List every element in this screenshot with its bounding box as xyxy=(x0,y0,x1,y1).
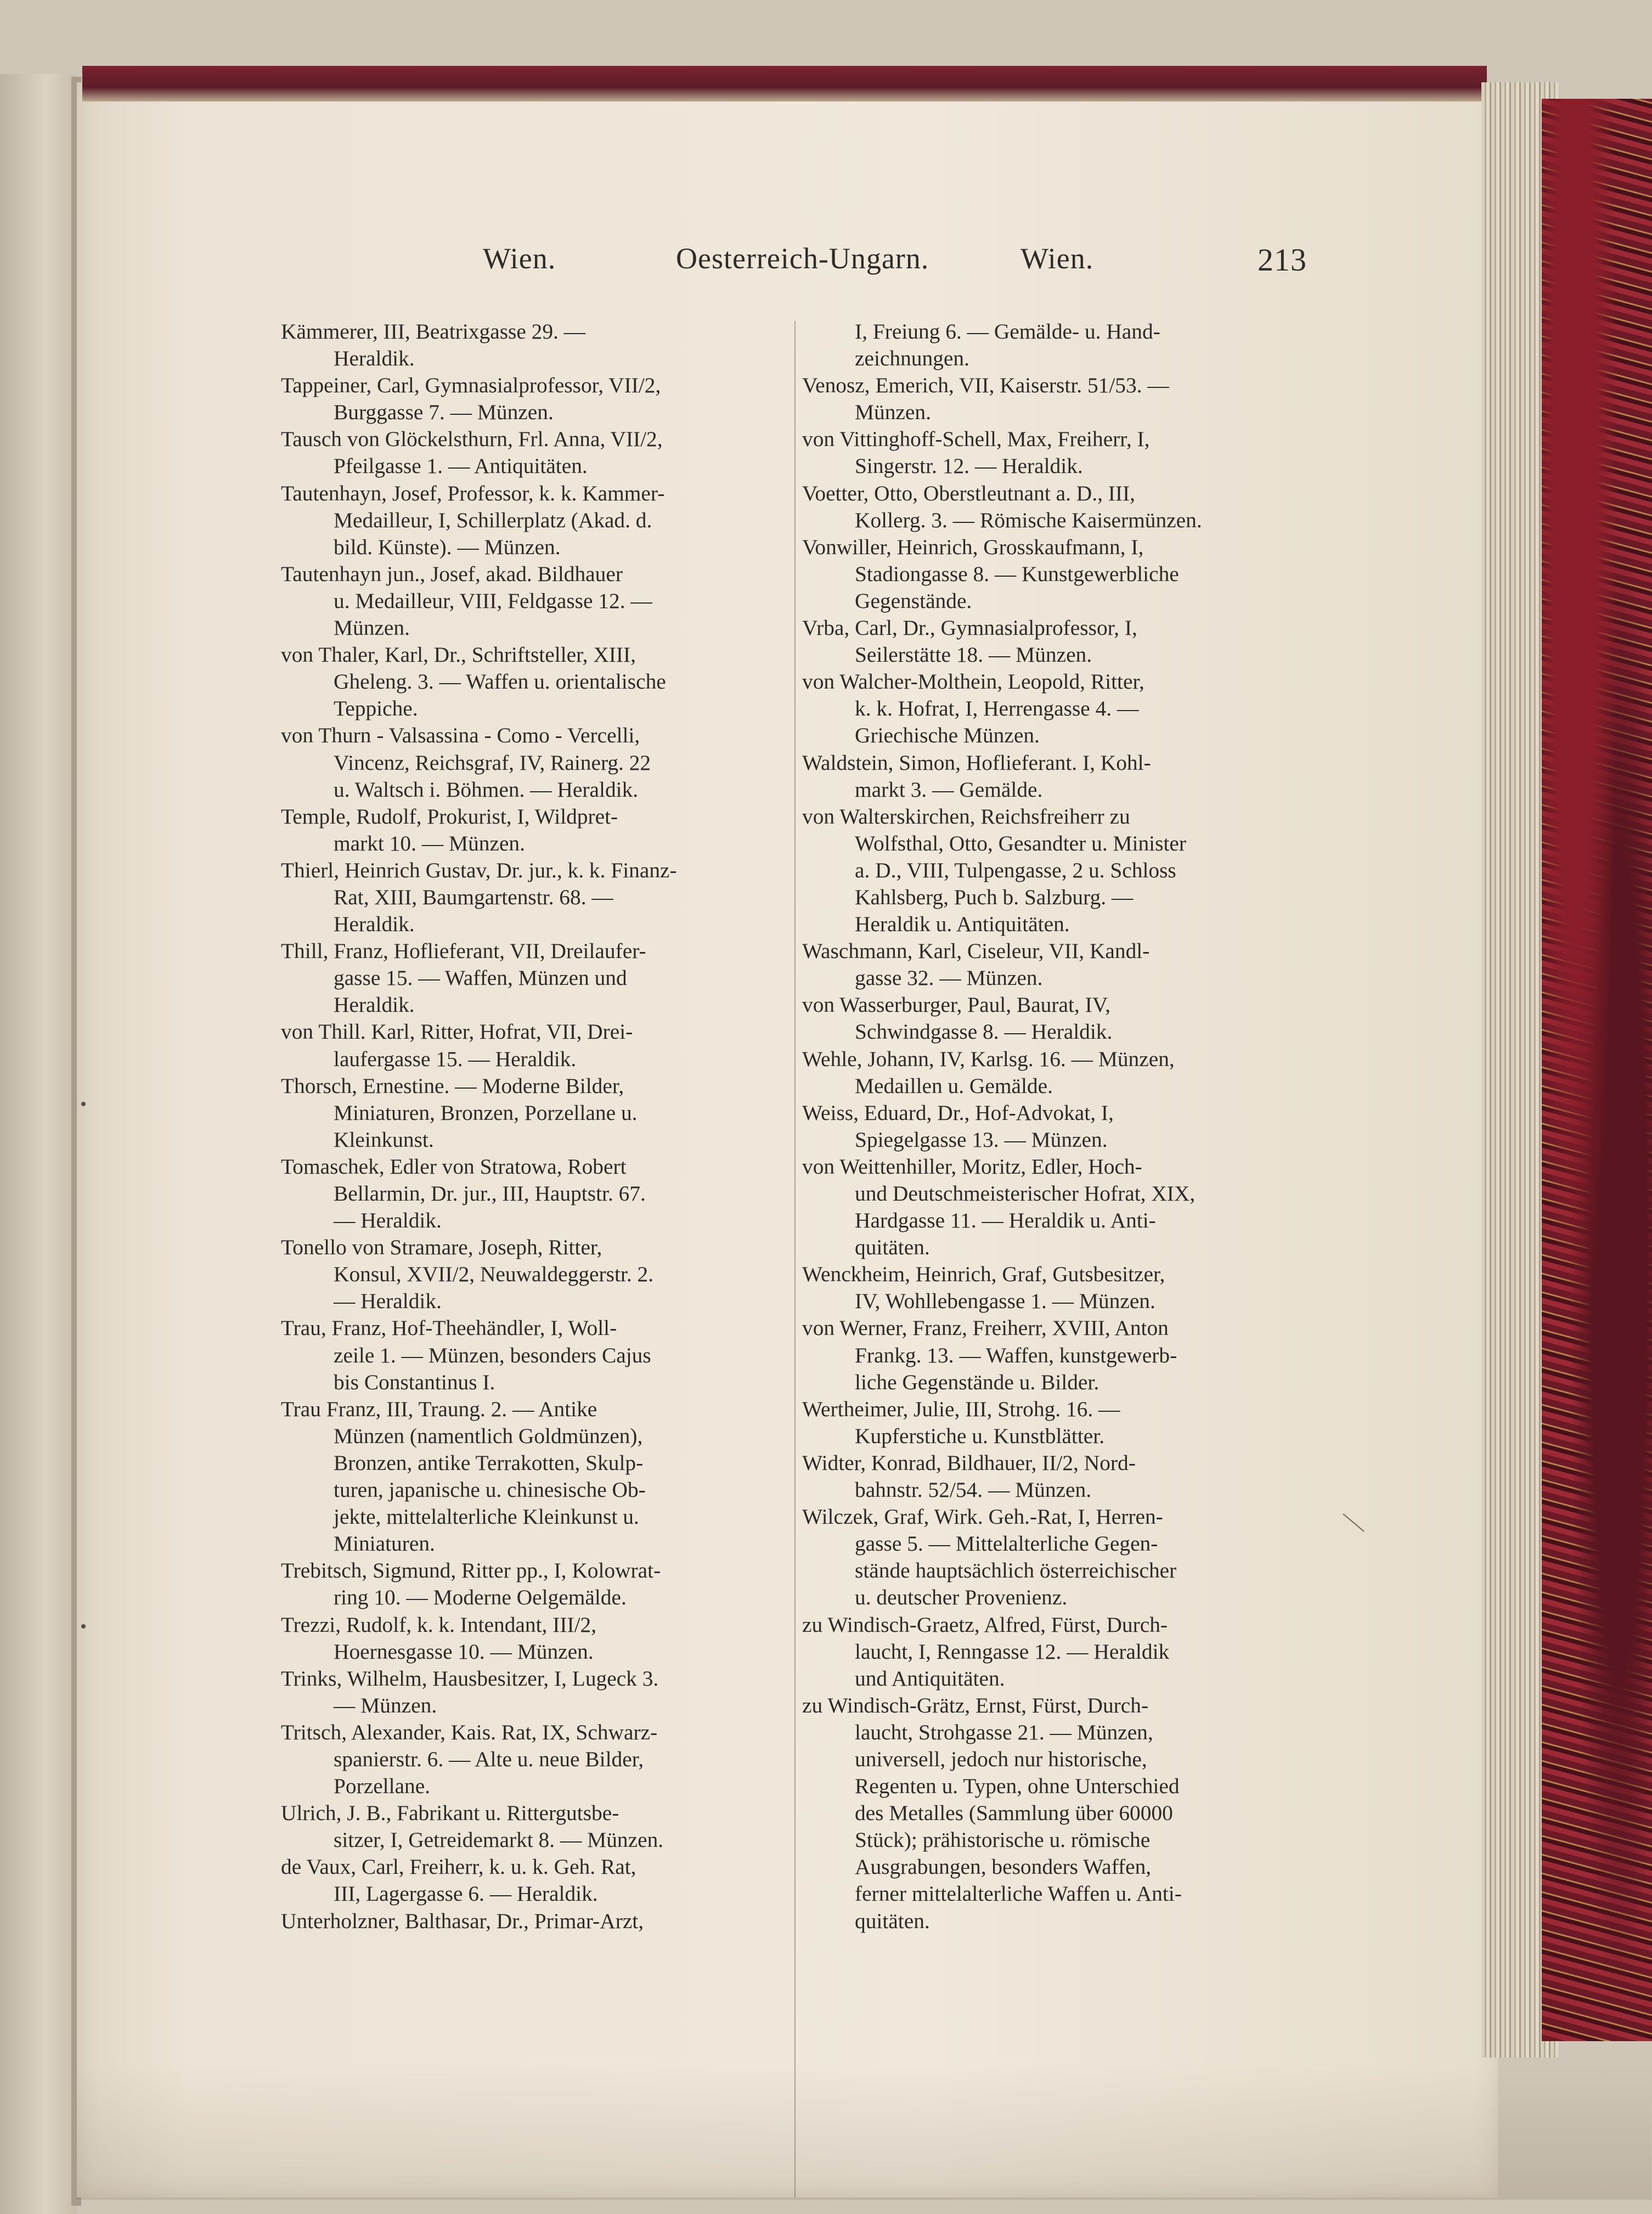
text-line: Trau Franz, III, Traung. 2. — Antike xyxy=(281,1396,597,1421)
text-line: u. Waltsch i. Böhmen. — Heraldik. xyxy=(334,777,639,802)
text-line: Medaillen u. Gemälde. xyxy=(855,1073,1053,1098)
text-line: Waldstein, Simon, Hoflieferant. I, Kohl- xyxy=(802,750,1151,775)
text-line: Münzen. xyxy=(855,400,931,425)
left-page-leaf xyxy=(0,74,77,2214)
text-line: zeichnungen. xyxy=(855,346,969,371)
text-line: Heraldik. xyxy=(334,346,415,371)
text-line: a. D., VIII, Tulpengasse, 2 u. Schloss xyxy=(855,858,1176,882)
text-line: Kollerg. 3. — Römische Kaisermünzen. xyxy=(855,508,1202,532)
text-line: laucht, Strohgasse 21. — Münzen, xyxy=(855,1720,1153,1744)
text-line: Vonwiller, Heinrich, Grosskaufmann, I, xyxy=(802,534,1144,559)
text-line: u. deutscher Provenienz. xyxy=(855,1585,1068,1610)
margin-dot xyxy=(81,1624,86,1629)
text-line: Wertheimer, Julie, III, Strohg. 16. — xyxy=(802,1396,1120,1421)
text-line: k. k. Hofrat, I, Herrengasse 4. — xyxy=(855,696,1139,721)
margin-dot xyxy=(81,1102,86,1106)
text-line: Trebitsch, Sigmund, Ritter pp., I, Kolowrat- xyxy=(281,1558,661,1583)
text-line: von Thill. Karl, Ritter, Hofrat, VII, Drei- xyxy=(281,1019,633,1044)
running-head-center: Oesterreich-Ungarn. xyxy=(676,242,929,275)
text-line: Wilczek, Graf, Wirk. Geh.-Rat, I, Herren- xyxy=(802,1505,1163,1529)
text-line: Thorsch, Ernestine. — Moderne Bilder, xyxy=(281,1073,624,1098)
text-line: Weiss, Eduard, Dr., Hof-Advokat, I, xyxy=(802,1100,1114,1125)
text-line: markt 10. — Münzen. xyxy=(334,831,525,855)
text-line: I, Freiung 6. — Gemälde- u. Hand- xyxy=(855,319,1160,343)
text-line: markt 3. — Gemälde. xyxy=(855,777,1043,802)
text-line: Wehle, Johann, IV, Karlsg. 16. — Münzen, xyxy=(802,1046,1175,1071)
text-line: sitzer, I, Getreidemarkt 8. — Münzen. xyxy=(334,1828,664,1852)
text-line: ring 10. — Moderne Oelgemälde. xyxy=(334,1585,627,1610)
text-line: und Deutschmeisterischer Hofrat, XIX, xyxy=(855,1181,1196,1205)
text-line: Pfeilgasse 1. — Antiquitäten. xyxy=(334,454,588,478)
text-line: Medailleur, I, Schillerplatz (Akad. d. xyxy=(334,508,652,532)
text-line: ferner mittelalterliche Waffen u. Anti- xyxy=(855,1881,1182,1906)
text-line: Vrba, Carl, Dr., Gymnasialprofessor, I, xyxy=(802,616,1137,640)
text-line: Wenckheim, Heinrich, Graf, Gutsbesitzer, xyxy=(802,1262,1165,1287)
text-line: jekte, mittelalterliche Kleinkunst u. xyxy=(334,1505,639,1529)
right-column xyxy=(802,318,1318,1935)
text-line: Thierl, Heinrich Gustav, Dr. jur., k. k. Finanz- xyxy=(281,858,677,882)
bottom-shadow xyxy=(77,2063,1651,2200)
text-line: turen, japanische u. chinesische Ob- xyxy=(334,1478,646,1502)
text-line: von Werner, Franz, Freiherr, XVIII, Anton xyxy=(802,1316,1169,1340)
book-head-band xyxy=(82,66,1487,102)
running-head-right: Wien. xyxy=(1020,242,1094,275)
text-line: Ausgrabungen, besonders Waffen, xyxy=(855,1855,1152,1879)
text-line: Seilerstätte 18. — Münzen. xyxy=(855,643,1092,667)
text-line: Heraldik. xyxy=(334,912,415,937)
book-cover-marbled-edge xyxy=(1542,99,1652,2041)
text-line: u. Medailleur, VIII, Feldgasse 12. — xyxy=(334,588,652,613)
text-line: Tomaschek, Edler von Stratowa, Robert xyxy=(281,1154,627,1179)
text-line: Frankg. 13. — Waffen, kunstgewerb- xyxy=(855,1343,1177,1367)
text-line: Bellarmin, Dr. jur., III, Hauptstr. 67. xyxy=(334,1181,646,1205)
text-line: Münzen. xyxy=(334,616,410,640)
left-column xyxy=(281,318,791,1935)
text-line: von Thurn - Valsassina - Como - Vercelli, xyxy=(281,723,640,748)
text-line: von Walcher-Molthein, Leopold, Ritter, xyxy=(802,669,1144,694)
text-line: Thill, Franz, Hoflieferant, VII, Dreilaufer- xyxy=(281,939,646,964)
text-line: spanierstr. 6. — Alte u. neue Bilder, xyxy=(334,1747,644,1771)
text-line: Waschmann, Karl, Ciseleur, VII, Kandl- xyxy=(802,939,1150,964)
text-line: liche Gegenstände u. Bilder. xyxy=(855,1370,1100,1394)
text-line: Teppiche. xyxy=(334,696,418,721)
text-line: Widter, Konrad, Bildhauer, II/2, Nord- xyxy=(802,1450,1136,1475)
text-line: und Antiquitäten. xyxy=(855,1666,1005,1691)
text-line: des Metalles (Sammlung über 60000 xyxy=(855,1801,1173,1826)
text-line: Kahlsberg, Puch b. Salzburg. — xyxy=(855,885,1134,909)
text-line: Miniaturen, Bronzen, Porzellane u. xyxy=(334,1100,638,1125)
text-line: Voetter, Otto, Oberstleutnant a. D., III, xyxy=(802,481,1135,505)
text-line: Regenten u. Typen, ohne Unterschied xyxy=(855,1774,1180,1799)
text-line: Gheleng. 3. — Waffen u. orientalische xyxy=(334,669,666,694)
text-line: Trinks, Wilhelm, Hausbesitzer, I, Lugeck 3. xyxy=(281,1666,659,1691)
text-line: laufergasse 15. — Heraldik. xyxy=(334,1046,577,1071)
text-line: Rat, XIII, Baumgartenstr. 68. — xyxy=(334,885,613,909)
text-line: Tappeiner, Carl, Gymnasialprofessor, VII/2, xyxy=(281,373,661,398)
text-line: quitäten. xyxy=(855,1235,930,1260)
text-line: Griechische Münzen. xyxy=(855,723,1040,748)
page-number: 213 xyxy=(1258,242,1307,278)
text-line: zeile 1. — Münzen, besonders Cajus xyxy=(334,1343,651,1367)
text-line: Stück); prähistorische u. römische xyxy=(855,1828,1151,1852)
text-line: Konsul, XVII/2, Neuwaldeggerstr. 2. xyxy=(334,1262,654,1287)
text-line: Gegenstände. xyxy=(855,588,972,613)
text-line: von Vittinghoff-Schell, Max, Freiherr, I, xyxy=(802,427,1150,452)
text-line: von Weittenhiller, Moritz, Edler, Hoch- xyxy=(802,1154,1142,1179)
text-line: laucht, I, Renngasse 12. — Heraldik xyxy=(855,1639,1170,1664)
text-line: Tonello von Stramare, Joseph, Ritter, xyxy=(281,1235,602,1260)
text-line: de Vaux, Carl, Freiherr, k. u. k. Geh. Rat, xyxy=(281,1855,636,1879)
text-line: Burggasse 7. — Münzen. xyxy=(334,400,554,425)
text-line: Heraldik. xyxy=(334,993,415,1017)
text-line: Tautenhayn, Josef, Professor, k. k. Kammer- xyxy=(281,481,665,505)
text-line: Münzen (namentlich Goldmünzen), xyxy=(334,1423,643,1448)
column-divider xyxy=(794,321,796,2198)
text-line: Ulrich, J. B., Fabrikant u. Rittergutsbe- xyxy=(281,1801,619,1826)
text-line: — Heraldik. xyxy=(334,1289,442,1314)
text-line: Singerstr. 12. — Heraldik. xyxy=(855,454,1083,478)
text-line: stände hauptsächlich österreichischer xyxy=(855,1558,1177,1583)
text-line: Heraldik u. Antiquitäten. xyxy=(855,912,1070,937)
text-line: Bronzen, antike Terrakotten, Skulp- xyxy=(334,1450,644,1475)
text-line: von Wasserburger, Paul, Baurat, IV, xyxy=(802,993,1110,1017)
text-line: Hardgasse 11. — Heraldik u. Anti- xyxy=(855,1208,1156,1233)
text-line: Hoernesgasse 10. — Münzen. xyxy=(334,1639,594,1664)
text-line: Miniaturen. xyxy=(334,1531,435,1556)
text-line: von Thaler, Karl, Dr., Schriftsteller, XIII, xyxy=(281,643,636,667)
text-line: Kämmerer, III, Beatrixgasse 29. — xyxy=(281,319,586,343)
text-line: Spiegelgasse 13. — Münzen. xyxy=(855,1127,1108,1152)
text-line: gasse 15. — Waffen, Münzen und xyxy=(334,966,627,990)
text-line: bahnstr. 52/54. — Münzen. xyxy=(855,1478,1092,1502)
text-line: universell, jedoch nur historische, xyxy=(855,1747,1147,1771)
text-line: III, Lagergasse 6. — Heraldik. xyxy=(334,1881,598,1906)
text-line: Kupferstiche u. Kunstblätter. xyxy=(855,1423,1105,1448)
text-line: IV, Wohllebengasse 1. — Münzen. xyxy=(855,1289,1155,1314)
running-head-left: Wien. xyxy=(483,242,556,275)
text-line: zu Windisch-Graetz, Alfred, Fürst, Durch- xyxy=(802,1612,1168,1637)
text-line: Tausch von Glöckelsthurn, Frl. Anna, VII/2, xyxy=(281,427,663,452)
text-line: Vincenz, Reichsgraf, IV, Rainerg. 22 xyxy=(334,750,651,775)
text-line: Wolfsthal, Otto, Gesandter u. Minister xyxy=(855,831,1186,855)
text-line: Tautenhayn jun., Josef, akad. Bildhauer xyxy=(281,561,623,586)
text-line: — Münzen. xyxy=(334,1693,437,1717)
text-line: gasse 5. — Mittelalterliche Gegen- xyxy=(855,1531,1158,1556)
text-line: Stadiongasse 8. — Kunstgewerbliche xyxy=(855,561,1179,586)
text-line: bis Constantinus I. xyxy=(334,1370,495,1394)
text-line: von Walterskirchen, Reichsfreiherr zu xyxy=(802,804,1130,829)
text-line: bild. Künste). — Münzen. xyxy=(334,534,561,559)
text-line: zu Windisch-Grätz, Ernst, Fürst, Durch- xyxy=(802,1693,1149,1717)
text-line: Porzellane. xyxy=(334,1774,431,1799)
text-line: Kleinkunst. xyxy=(334,1127,434,1152)
text-line: Schwindgasse 8. — Heraldik. xyxy=(855,1019,1113,1044)
text-line: Trau, Franz, Hof-Theehändler, I, Woll- xyxy=(281,1316,617,1340)
text-line: quitäten. xyxy=(855,1908,930,1933)
text-line: Trezzi, Rudolf, k. k. Intendant, III/2, xyxy=(281,1612,597,1637)
text-line: Tritsch, Alexander, Kais. Rat, IX, Schwarz- xyxy=(281,1720,658,1744)
text-line: Unterholzner, Balthasar, Dr., Primar-Arzt, xyxy=(281,1908,644,1933)
text-line: Temple, Rudolf, Prokurist, I, Wildpret- xyxy=(281,804,618,829)
text-line: — Heraldik. xyxy=(334,1208,442,1233)
text-line: gasse 32. — Münzen. xyxy=(855,966,1043,990)
text-line: Venosz, Emerich, VII, Kaiserstr. 51/53. — xyxy=(802,373,1169,398)
